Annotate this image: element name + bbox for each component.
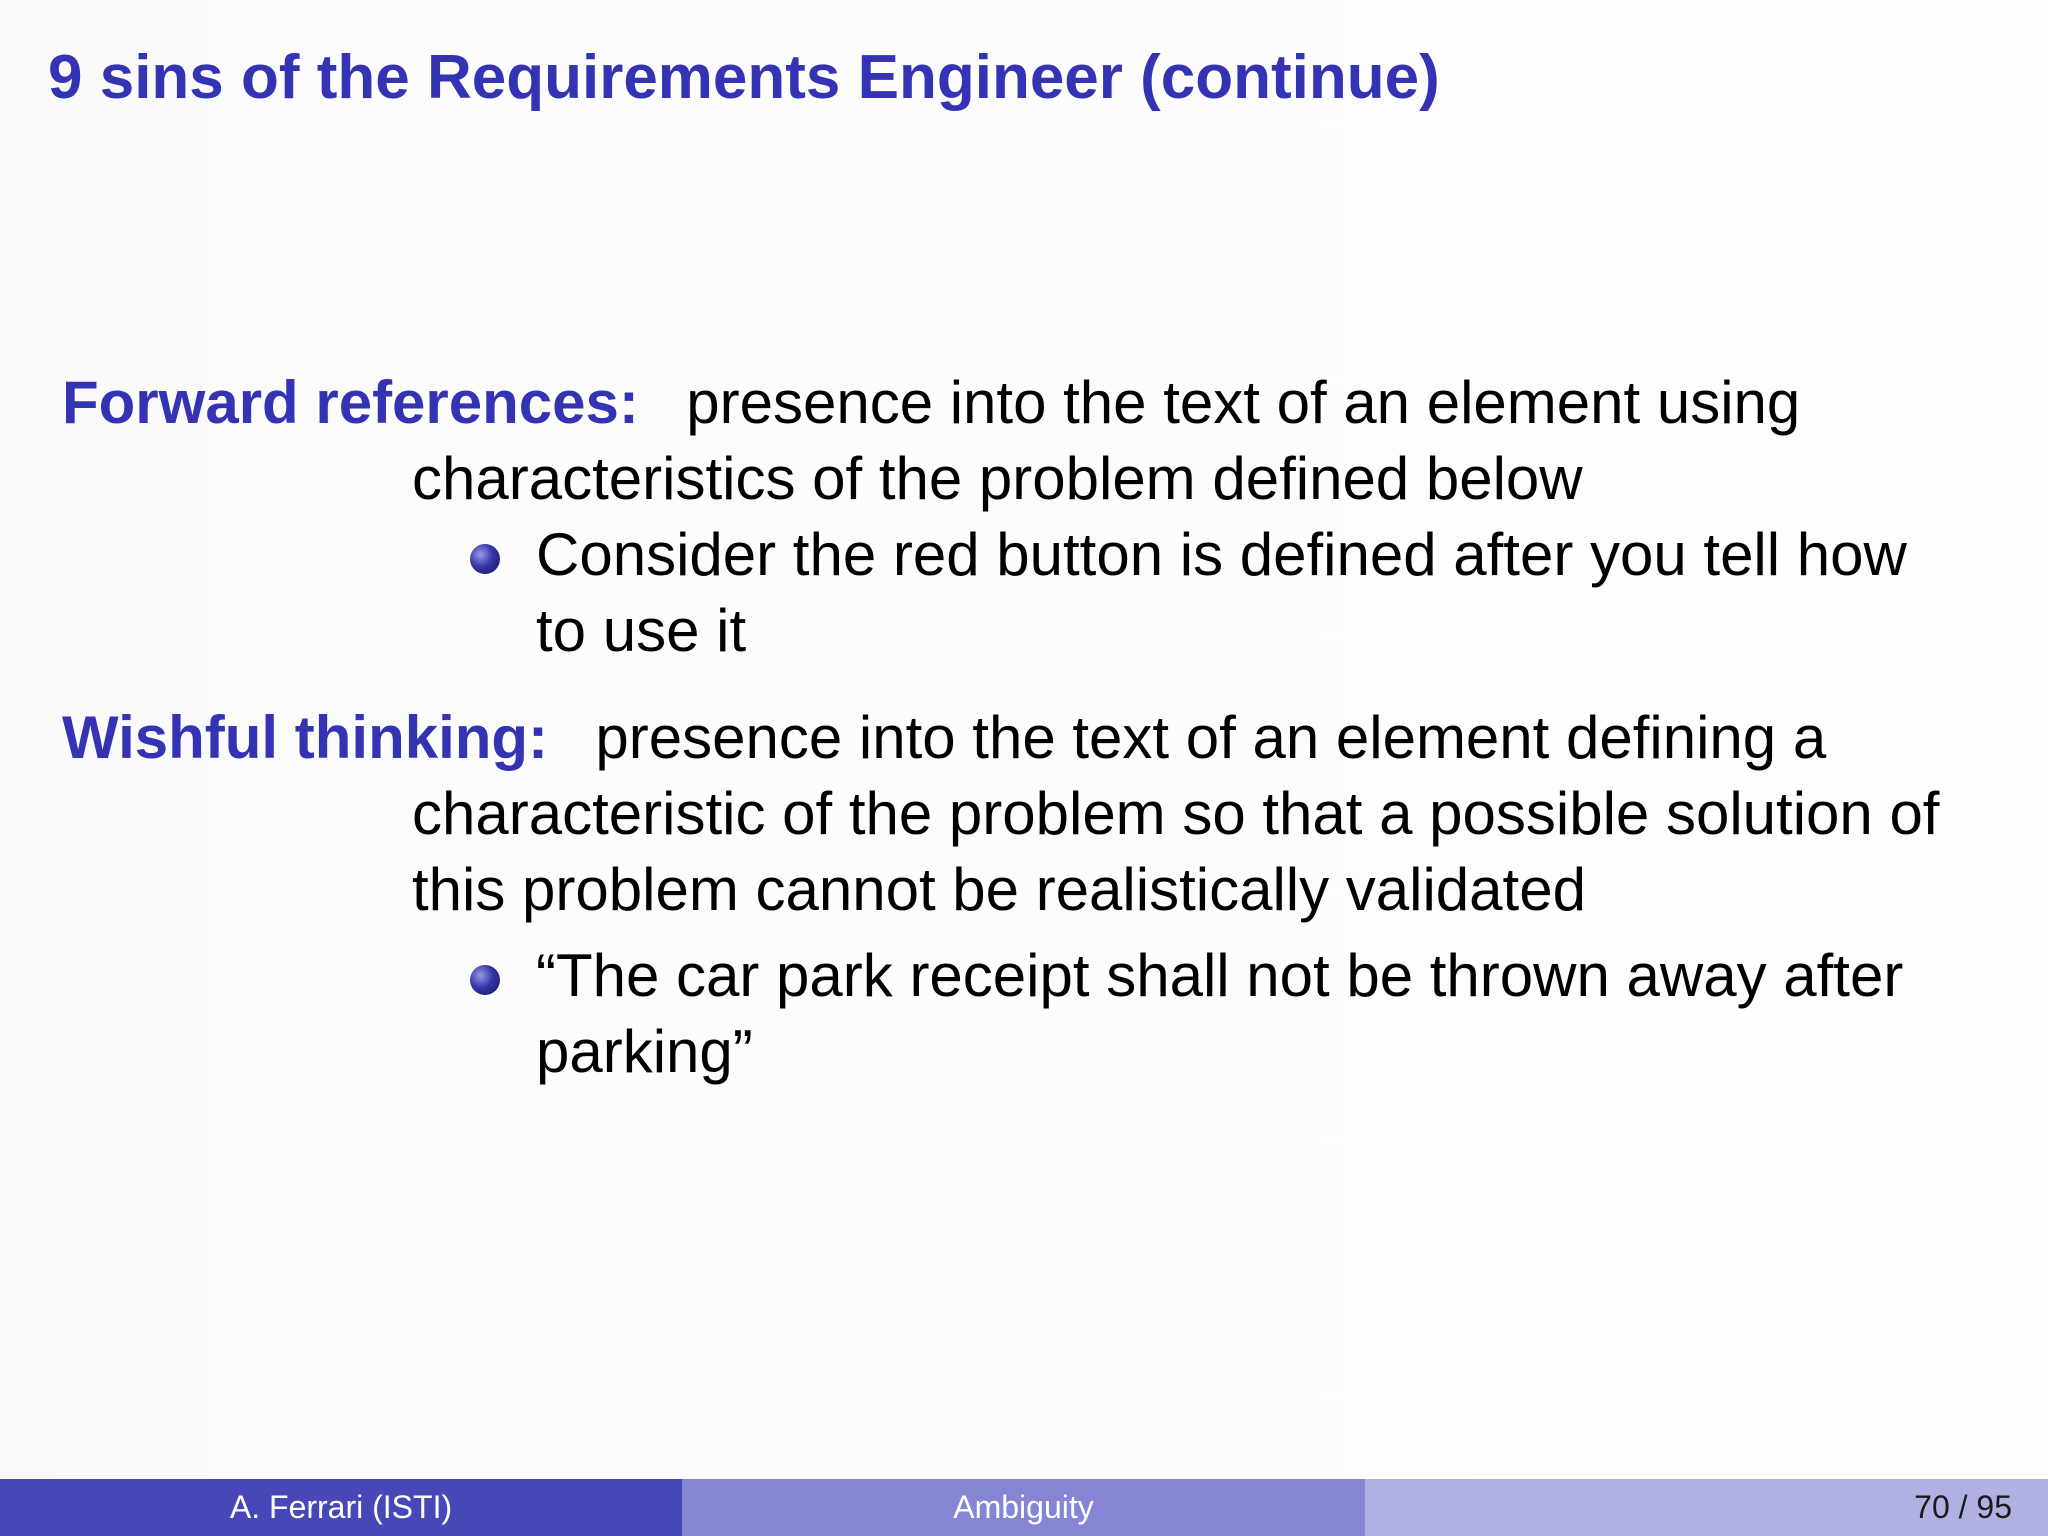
footer-bar (0, 1479, 2048, 1536)
footer-page-number: 70 / 95 (1365, 1479, 2048, 1536)
bullet-text: parking” (536, 1018, 753, 1085)
bullet-text: to use it (536, 597, 747, 664)
definition-text: presence into the text of an element using (686, 369, 1801, 436)
term-label: Forward references: (62, 369, 639, 436)
bullet-item (62, 517, 1992, 669)
footer-author: A. Ferrari (ISTI) (0, 1479, 682, 1536)
bullet-ball-icon (470, 965, 500, 995)
bullet-text: “The car park receipt shall not be thrown away after (536, 942, 1904, 1009)
definition-text: presence into the text of an element defining a (595, 704, 1827, 771)
definition-text: characteristic of the problem so that a possible solution of (412, 780, 1940, 847)
definition-text: this problem cannot be realistically validated (412, 856, 1586, 923)
bullet-item (62, 938, 1992, 1090)
bullet-text: Consider the red button is defined after you tell how (536, 521, 1907, 588)
bullet-ball-icon (470, 544, 500, 574)
footer-topic: Ambiguity (682, 1479, 1365, 1536)
definition-entry-forward-references (62, 365, 1992, 669)
definition-text: characteristics of the problem defined below (412, 445, 1583, 512)
term-label: Wishful thinking: (62, 704, 549, 771)
slide-title: 9 sins of the Requirements Engineer (continue) (48, 43, 1440, 112)
definition-entry-wishful-thinking (62, 700, 1992, 1090)
